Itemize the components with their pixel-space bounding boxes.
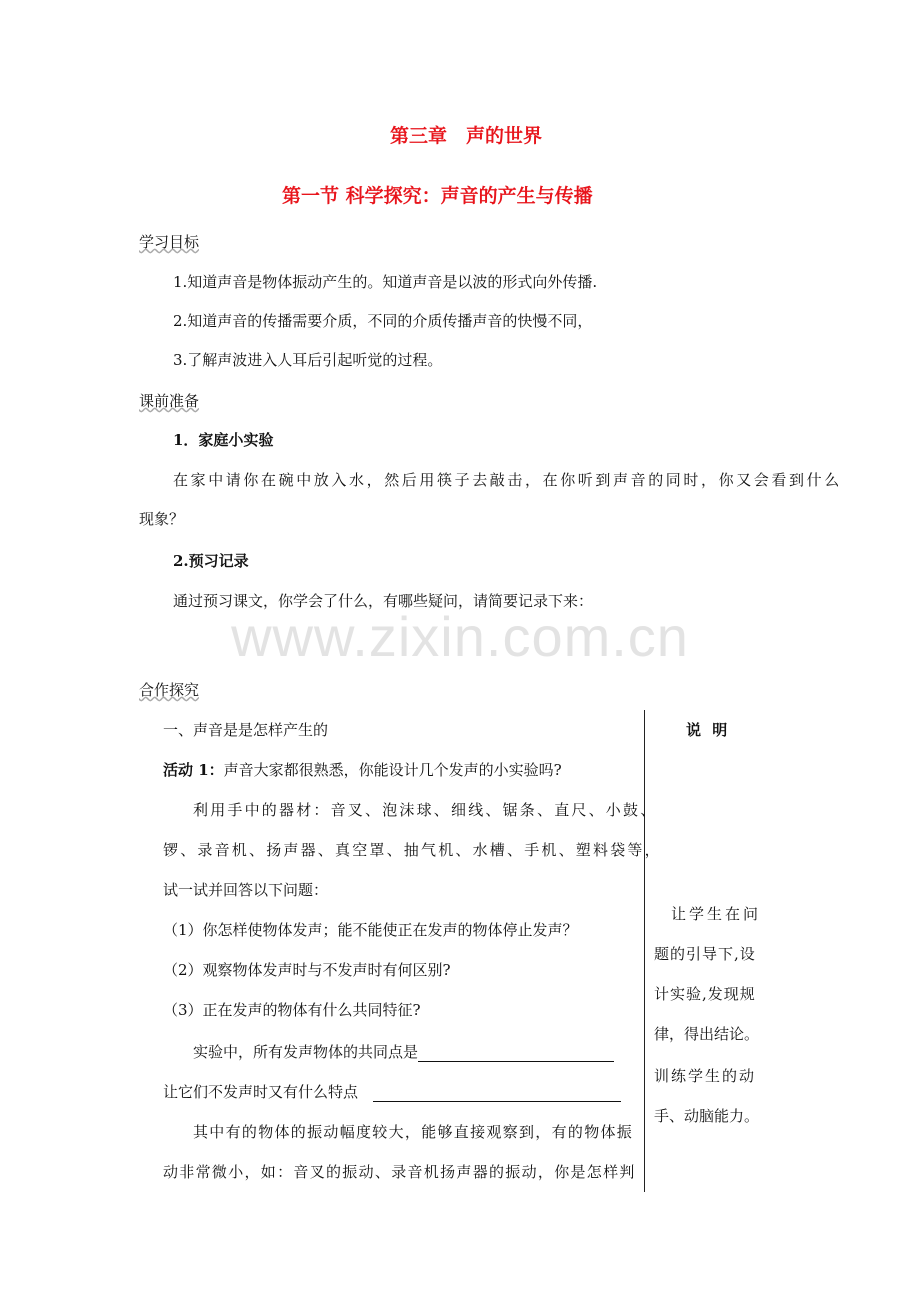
- note-line: 律，得出结论。: [654, 1025, 760, 1043]
- prep-paragraph: 通过预习课文，你学会了什么，有哪些疑问，请简要记录下来：: [173, 592, 594, 610]
- coop-line: （2）观察物体发声时与不发声时有何区别?: [163, 961, 451, 979]
- coop-line: 锣、录音机、扬声器、真空罩、抽气机、水槽、手机、塑料袋等，: [163, 841, 662, 859]
- coop-line: 利用手中的器材：音叉、泡沫球、细线、锯条、直尺、小鼓、: [193, 801, 658, 819]
- coop-line: 其中有的物体的振动幅度较大，能够直接观察到，有的物体振: [193, 1123, 634, 1141]
- note-line: 让学生在问: [671, 905, 762, 923]
- note-heading: 说 明: [686, 721, 731, 739]
- note-line: 计实验,发现规: [654, 985, 756, 1003]
- prep-paragraph: 现象？: [139, 510, 185, 528]
- chapter-title: 第三章 声的世界: [390, 125, 543, 147]
- prep-subheading: 2.预习记录: [173, 552, 249, 570]
- goal-item: 1.知道声音是物体振动产生的。知道声音是以波的形式向外传播.: [173, 273, 598, 291]
- coop-line: 动非常微小，如：音叉的振动、录音机扬声器的振动，你是怎样判: [163, 1163, 636, 1181]
- prep-subheading: 1．家庭小实验: [173, 431, 274, 449]
- note-line: 手、动脑能力。: [654, 1107, 760, 1125]
- coop-line: 试一试并回答以下问题：: [163, 881, 329, 899]
- goals-heading: 学习目标: [139, 233, 200, 251]
- answer-blank[interactable]: [418, 1047, 614, 1062]
- coop-line: 让它们不发声时又有什么特点: [163, 1083, 359, 1101]
- section-title: 第一节 科学探究：声音的产生与传播: [282, 185, 593, 207]
- answer-blank[interactable]: [373, 1087, 621, 1102]
- coop-line: 一、声音是是怎样产生的: [163, 721, 329, 739]
- goal-item: 3.了解声波进入人耳后引起听觉的过程。: [173, 351, 443, 369]
- coop-line: （3）正在发声的物体有什么共同特征?: [163, 1001, 421, 1019]
- watermark: www.zixin.com.cn: [231, 605, 689, 668]
- column-divider: [644, 710, 645, 1192]
- prep-paragraph: 在家中请你在碗中放入水，然后用筷子去敲击，在你听到声音的同时，你又会看到什么: [173, 471, 842, 489]
- coop-line: 声音大家都很熟悉，你能设计几个发声的小实验吗?: [223, 761, 562, 779]
- coop-line: （1）你怎样使物体发声；能不能使正在发声的物体停止发声？: [163, 921, 578, 939]
- note-line: 题的引导下,设: [654, 945, 756, 963]
- note-line: 训练学生的动: [654, 1067, 757, 1085]
- prep-heading: 课前准备: [139, 392, 200, 410]
- goal-item: 2.知道声音的传播需要介质，不同的介质传播声音的快慢不同，: [173, 312, 593, 330]
- coop-heading: 合作探究: [139, 681, 200, 699]
- activity-label: 活动 1：: [163, 761, 224, 779]
- coop-line: 实验中，所有发声物体的共同点是: [193, 1043, 419, 1061]
